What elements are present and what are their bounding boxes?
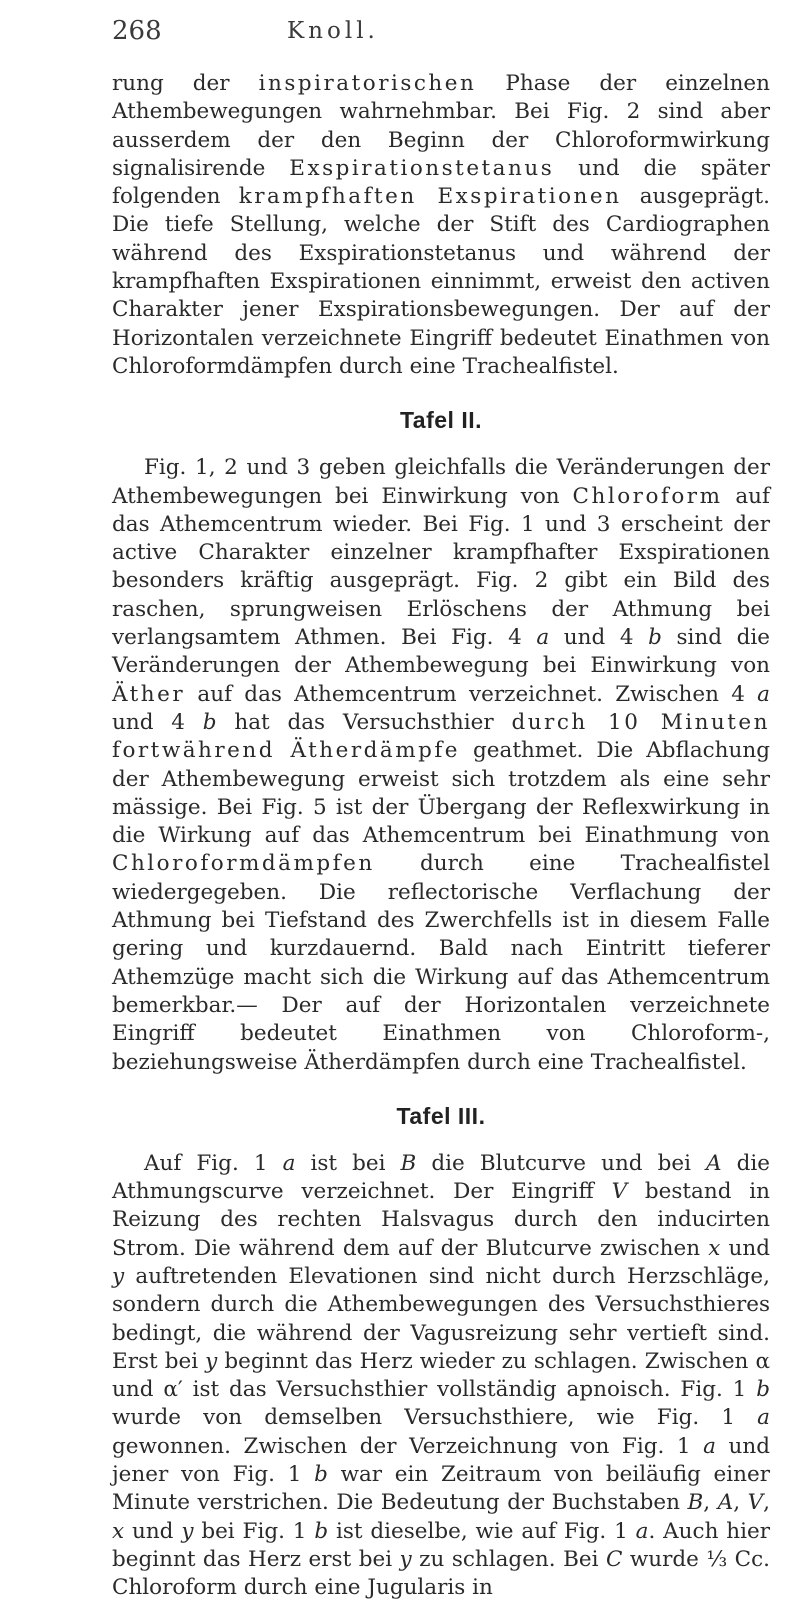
body-text [112, 70, 770, 1603]
paragraph-tafel-ii: Fig. 1, 2 und 3 geben gleichfalls die Veränderungen der Athembewegungen bei Einwirkung von Chloroform auf das Athemcentrum wieder. Bei Fig. 1 und 3 erscheint der active Charakter einzelner krampfhafter Exspirationen besonders kräftig ausgeprägt. Fig. 2 gibt ein Bild des raschen, sprungweisen Erlöschens der Athmung bei verlangsamtem Athmen. Bei Fig. 4 a und 4 b sind die Veränderungen der Athembewegung bei Einwirkung von Äther auf das Athemcentrum verzeichnet. Zwischen 4 a und 4 b hat das Versuchsthier durch 10 Minuten fortwährend Ätherdämpfe geathmet. Die Abflachung der Athembewegung erweist sich trotzdem als eine sehr mässige. Bei Fig. 5 ist der Übergang der Reflexwirkung in die Wirkung auf das Athemcentrum bei Einathmung von Chloroformdämpfen durch eine Trachealfistel wiedergegeben. Die reflectorische Verflachung der Athmung bei Tiefstand des Zwerchfells ist in diesem Falle gering und kurzdauernd. Bald nach Eintritt tieferer Athemzüge macht sich die Wirkung auf das Athemcentrum bemerkbar.— Der auf der Horizontalen verzeichnete Eingriff bedeutet Einathmen von Chloroform-, beziehungsweise Ätherdämpfen durch eine Trachealfistel. [112, 455, 770, 1075]
paragraph-continuation: rung der inspiratorischen Phase der einzelnen Athembewegungen wahrnehmbar. Bei Fig. 2 sind aber ausserdem der den Beginn der Chloroformwirkung signalisirende Exspirationstetanus und die später folgenden krampfhaften Exspirationen ausgeprägt. Die tiefe Stellung, welche der Stift des Cardiographen während des Exspirationstetanus und während der krampfhaften Exspirationen einnimmt, erweist den activen Charakter jener Exspirationsbewegungen. Der auf der Horizontalen verzeichnete Eingriff bedeutet Einathmen von Chloroformdämpfen durch eine Trachealfistel. [112, 71, 771, 379]
emphasized-term: Chloroformdämpfen [112, 851, 375, 877]
italic-symbol: a [536, 625, 550, 651]
italic-symbol: a [757, 681, 770, 707]
italic-symbol: b [314, 1462, 328, 1488]
italic-symbol: a [635, 1518, 649, 1544]
italic-symbol: C [605, 1546, 623, 1572]
italic-symbol: V [611, 1179, 628, 1205]
heading-tafel-ii: Tafel II. [399, 407, 483, 434]
italic-symbol: x [708, 1235, 721, 1261]
italic-symbol: a [757, 1405, 770, 1431]
italic-symbol: A [717, 1490, 734, 1516]
italic-symbol: b [202, 709, 217, 735]
italic-symbol: x [112, 1518, 125, 1544]
italic-symbol: B [400, 1150, 417, 1176]
emphasized-term: durch 10 Minuten fortwährend Ätherdämpfe [112, 709, 770, 764]
italic-symbol: b [756, 1377, 770, 1403]
running-head [112, 16, 379, 46]
italic-symbol: b [314, 1518, 329, 1544]
italic-symbol: y [399, 1546, 412, 1572]
italic-symbol: y [205, 1348, 218, 1374]
paragraph-tafel-iii: Auf Fig. 1 a ist bei B die Blutcurve und bei A die Athmungscurve verzeichnet. Der Eingriff V bestand in Reizung des rechten Halsvagus durch den inducirten Strom. Die während dem auf der Blutcurve zwischen x und y auftretenden Elevationen sind nicht durch Herzschläge, sondern durch die Athembewegungen des Versuchsthieres bedingt, die während der Vagusreizung sehr vertieft sind. Erst bei y beginnt das Herz wieder zu schlagen. Zwischen α und α′ ist das Versuchsthier vollständig apnoisch. Fig. 1 b wurde von demselben Versuchsthiere, wie Fig. 1 a gewonnen. Zwischen der Verzeichnung von Fig. 1 a und jener von Fig. 1 b war ein Zeitraum von beiläufig einer Minute verstrichen. Die Bedeutung der Buchstaben B, A, V, x und y bei Fig. 1 b ist dieselbe, wie auf Fig. 1 a. Auch hier beginnt das Herz erst bei y zu schlagen. Bei C wurde ⅓ Cc. Chloroform durch eine Jugularis in [112, 1150, 771, 1601]
page-number: 268 [112, 16, 162, 46]
italic-symbol: V [747, 1490, 764, 1516]
italic-symbol: a [282, 1150, 296, 1176]
emphasized-term: krampfhaften Exspirationen [238, 184, 622, 210]
emphasized-term: Äther [112, 681, 186, 707]
emphasized-term: Chloroform [572, 483, 723, 509]
italic-symbol: A [706, 1150, 722, 1176]
italic-symbol: y [112, 1263, 125, 1289]
heading-tafel-iii: Tafel III. [396, 1102, 486, 1129]
italic-symbol: B [687, 1490, 704, 1516]
emphasized-term: inspiratorischen [258, 71, 477, 96]
italic-symbol: y [181, 1518, 194, 1544]
emphasized-term: Exspirationstetanus [289, 155, 555, 181]
italic-symbol: b [648, 625, 662, 651]
italic-symbol: a [703, 1433, 716, 1459]
running-title: Knoll. [287, 18, 379, 44]
